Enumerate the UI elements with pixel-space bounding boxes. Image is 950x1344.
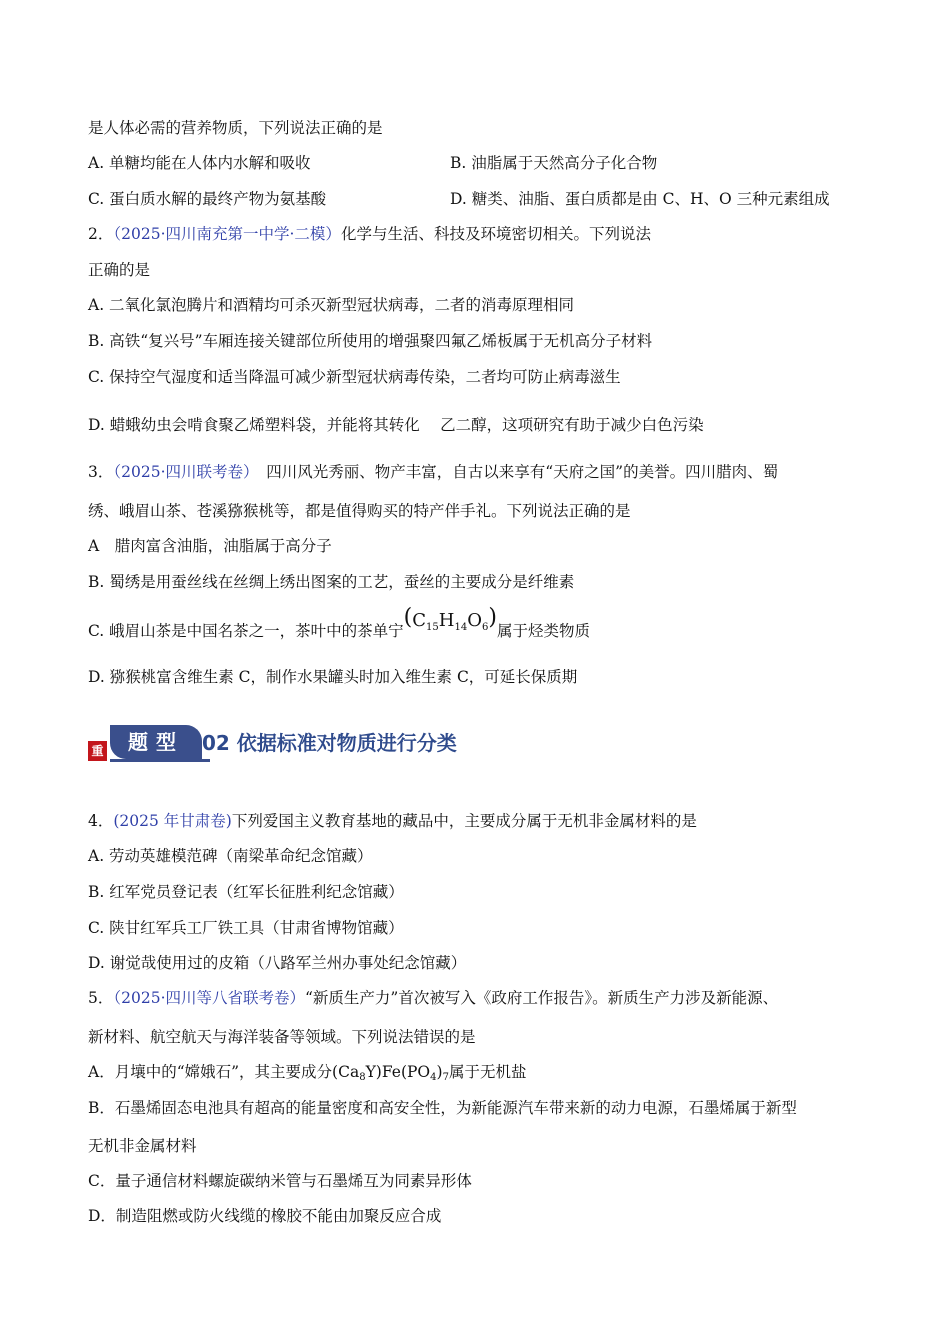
q2-stem [88, 224, 651, 244]
ca-count: 8 [359, 1072, 366, 1083]
q5-stem-line2: 新材料、航空航天与海洋装备等领域。下列说法错误的是 [88, 1028, 476, 1046]
q5-stem [88, 988, 778, 1008]
q3-stem [88, 462, 778, 482]
q5-option-a-text: A．月壤中的“嫦娥石”，其主要成分(Ca [88, 1063, 360, 1081]
formula-carbon-count: 15 [426, 622, 439, 633]
q5-option-a-paren: ) [436, 1063, 443, 1081]
formula-oxygen: O [467, 610, 482, 631]
q3-option-d: D. 猕猴桃富含维生素 C，制作水果罐头时加入维生素 C，可延长保质期 [88, 668, 578, 686]
q3-option-c-text: C. 峨眉山茶是中国名茶之一，茶叶中的茶单宁 [88, 622, 404, 640]
q4-option-d: D. 谢觉哉使用过的皮箱（八路军兰州办事处纪念馆藏） [88, 954, 467, 972]
q2-source: （2025·四川南充第一中学·二模） [113, 225, 341, 243]
q3-option-a: A 腊肉富含油脂，油脂属于高分子 [88, 537, 332, 555]
q1-option-a: A. 单糖均能在人体内水解和吸收 [88, 154, 311, 172]
q5-number: 5． [88, 989, 114, 1007]
q3-option-c-tail: 属于烃类物质 [496, 622, 590, 640]
q5-option-b-line2: 无机非金属材料 [88, 1137, 197, 1155]
q4-option-c: C. 陕甘红军兵工厂铁工具（甘肃省博物馆藏） [88, 919, 404, 937]
q3-stem-line2: 绣、峨眉山茶、苍溪猕猴桃等，都是值得购买的特产伴手礼。下列说法正确的是 [88, 502, 631, 520]
q4-stem-text: 下列爱国主义教育基地的藏品中，主要成分属于无机非金属材料的是 [231, 812, 697, 830]
q5-source: （2025·四川等八省联考卷） [113, 989, 305, 1007]
formula-close-paren: ) [488, 605, 497, 630]
section-title: 02 依据标准对物质进行分类 [202, 731, 457, 755]
q3-option-c [88, 605, 590, 648]
q2-option-b: B. 高铁“复兴号”车厢连接关键部位所使用的增强聚四氟乙烯板属于无机高分子材料 [88, 332, 653, 350]
q1-stem: 是人体必需的营养物质，下列说法正确的是 [88, 119, 383, 137]
tannin-formula [403, 605, 497, 633]
q1-option-d: D. 糖类、油脂、蛋白质都是由 C、H、O 三种元素组成 [450, 190, 830, 208]
q1-option-b: B. 油脂属于天然高分子化合物 [450, 154, 658, 172]
formula-oxygen-count: 6 [481, 622, 489, 633]
banner-underline [110, 759, 210, 762]
q2-option-d: D. 蜡蛾幼虫会啃食聚乙烯塑料袋，并能将其转化 乙二醇，这项研究有助于减少白色污染 [88, 416, 704, 434]
q2-option-a: A. 二氧化氯泡腾片和酒精均可杀灭新型冠状病毒，二者的消毒原理相同 [88, 296, 575, 314]
q3-option-b: B. 蜀绣是用蚕丝线在丝绸上绣出图案的工艺，蚕丝的主要成分是纤维素 [88, 573, 575, 591]
q2-option-c: C. 保持空气湿度和适当降温可减少新型冠状病毒传染，二者均可防止病毒滋生 [88, 368, 621, 386]
q2-stem-text: 化学与生活、科技及环境密切相关。下列说法 [340, 225, 651, 243]
q5-option-a-mid: Y)Fe(PO [365, 1063, 431, 1081]
section-banner [88, 723, 508, 763]
key-badge: 重 [88, 741, 107, 761]
q5-option-d: D．制造阻燃或防火线缆的橡胶不能由加聚反应合成 [88, 1207, 442, 1225]
q4-source: (2025 年甘肃卷) [113, 812, 232, 830]
q1-option-c: C. 蛋白质水解的最终产物为氨基酸 [88, 190, 327, 208]
q4-option-b: B. 红军党员登记表（红军长征胜利纪念馆藏） [88, 883, 404, 901]
q3-number: 3． [88, 463, 114, 481]
q4-stem [88, 811, 697, 831]
formula-hydrogen: H [438, 610, 455, 631]
q5-option-a-tail: 属于无机盐 [448, 1063, 527, 1081]
q3-source: （2025·四川联考卷） [113, 463, 251, 481]
formula-carbon: C [412, 610, 427, 631]
q2-number: 2． [88, 225, 114, 243]
q5-option-c: C．量子通信材料螺旋碳纳米管与石墨烯互为同素异形体 [88, 1172, 472, 1190]
q5-option-a [88, 1062, 526, 1088]
q2-stem-line2: 正确的是 [88, 261, 151, 279]
phosphate-group-count: 7 [442, 1072, 449, 1083]
q5-option-b: B．石墨烯固态电池具有超高的能量密度和高安全性，为新能源汽车带来新的动力电源，石墨烯属于新型 [88, 1099, 797, 1117]
q4-number: 4． [88, 812, 114, 830]
po4-count: 4 [430, 1072, 437, 1083]
question-type-tag: 题型 [110, 725, 202, 759]
q3-stem-text: 四川风光秀丽、物产丰富，自古以来享有“天府之国”的美誉。四川腊肉、蜀 [250, 463, 779, 481]
formula-hydrogen-count: 14 [454, 622, 468, 633]
q4-option-a: A. 劳动英雄模范碑（南梁革命纪念馆藏） [88, 847, 373, 865]
q5-stem-text: “新质生产力”首次被写入《政府工作报告》。新质生产力涉及新能源、 [305, 989, 779, 1007]
formula-open-paren: ( [403, 605, 413, 630]
